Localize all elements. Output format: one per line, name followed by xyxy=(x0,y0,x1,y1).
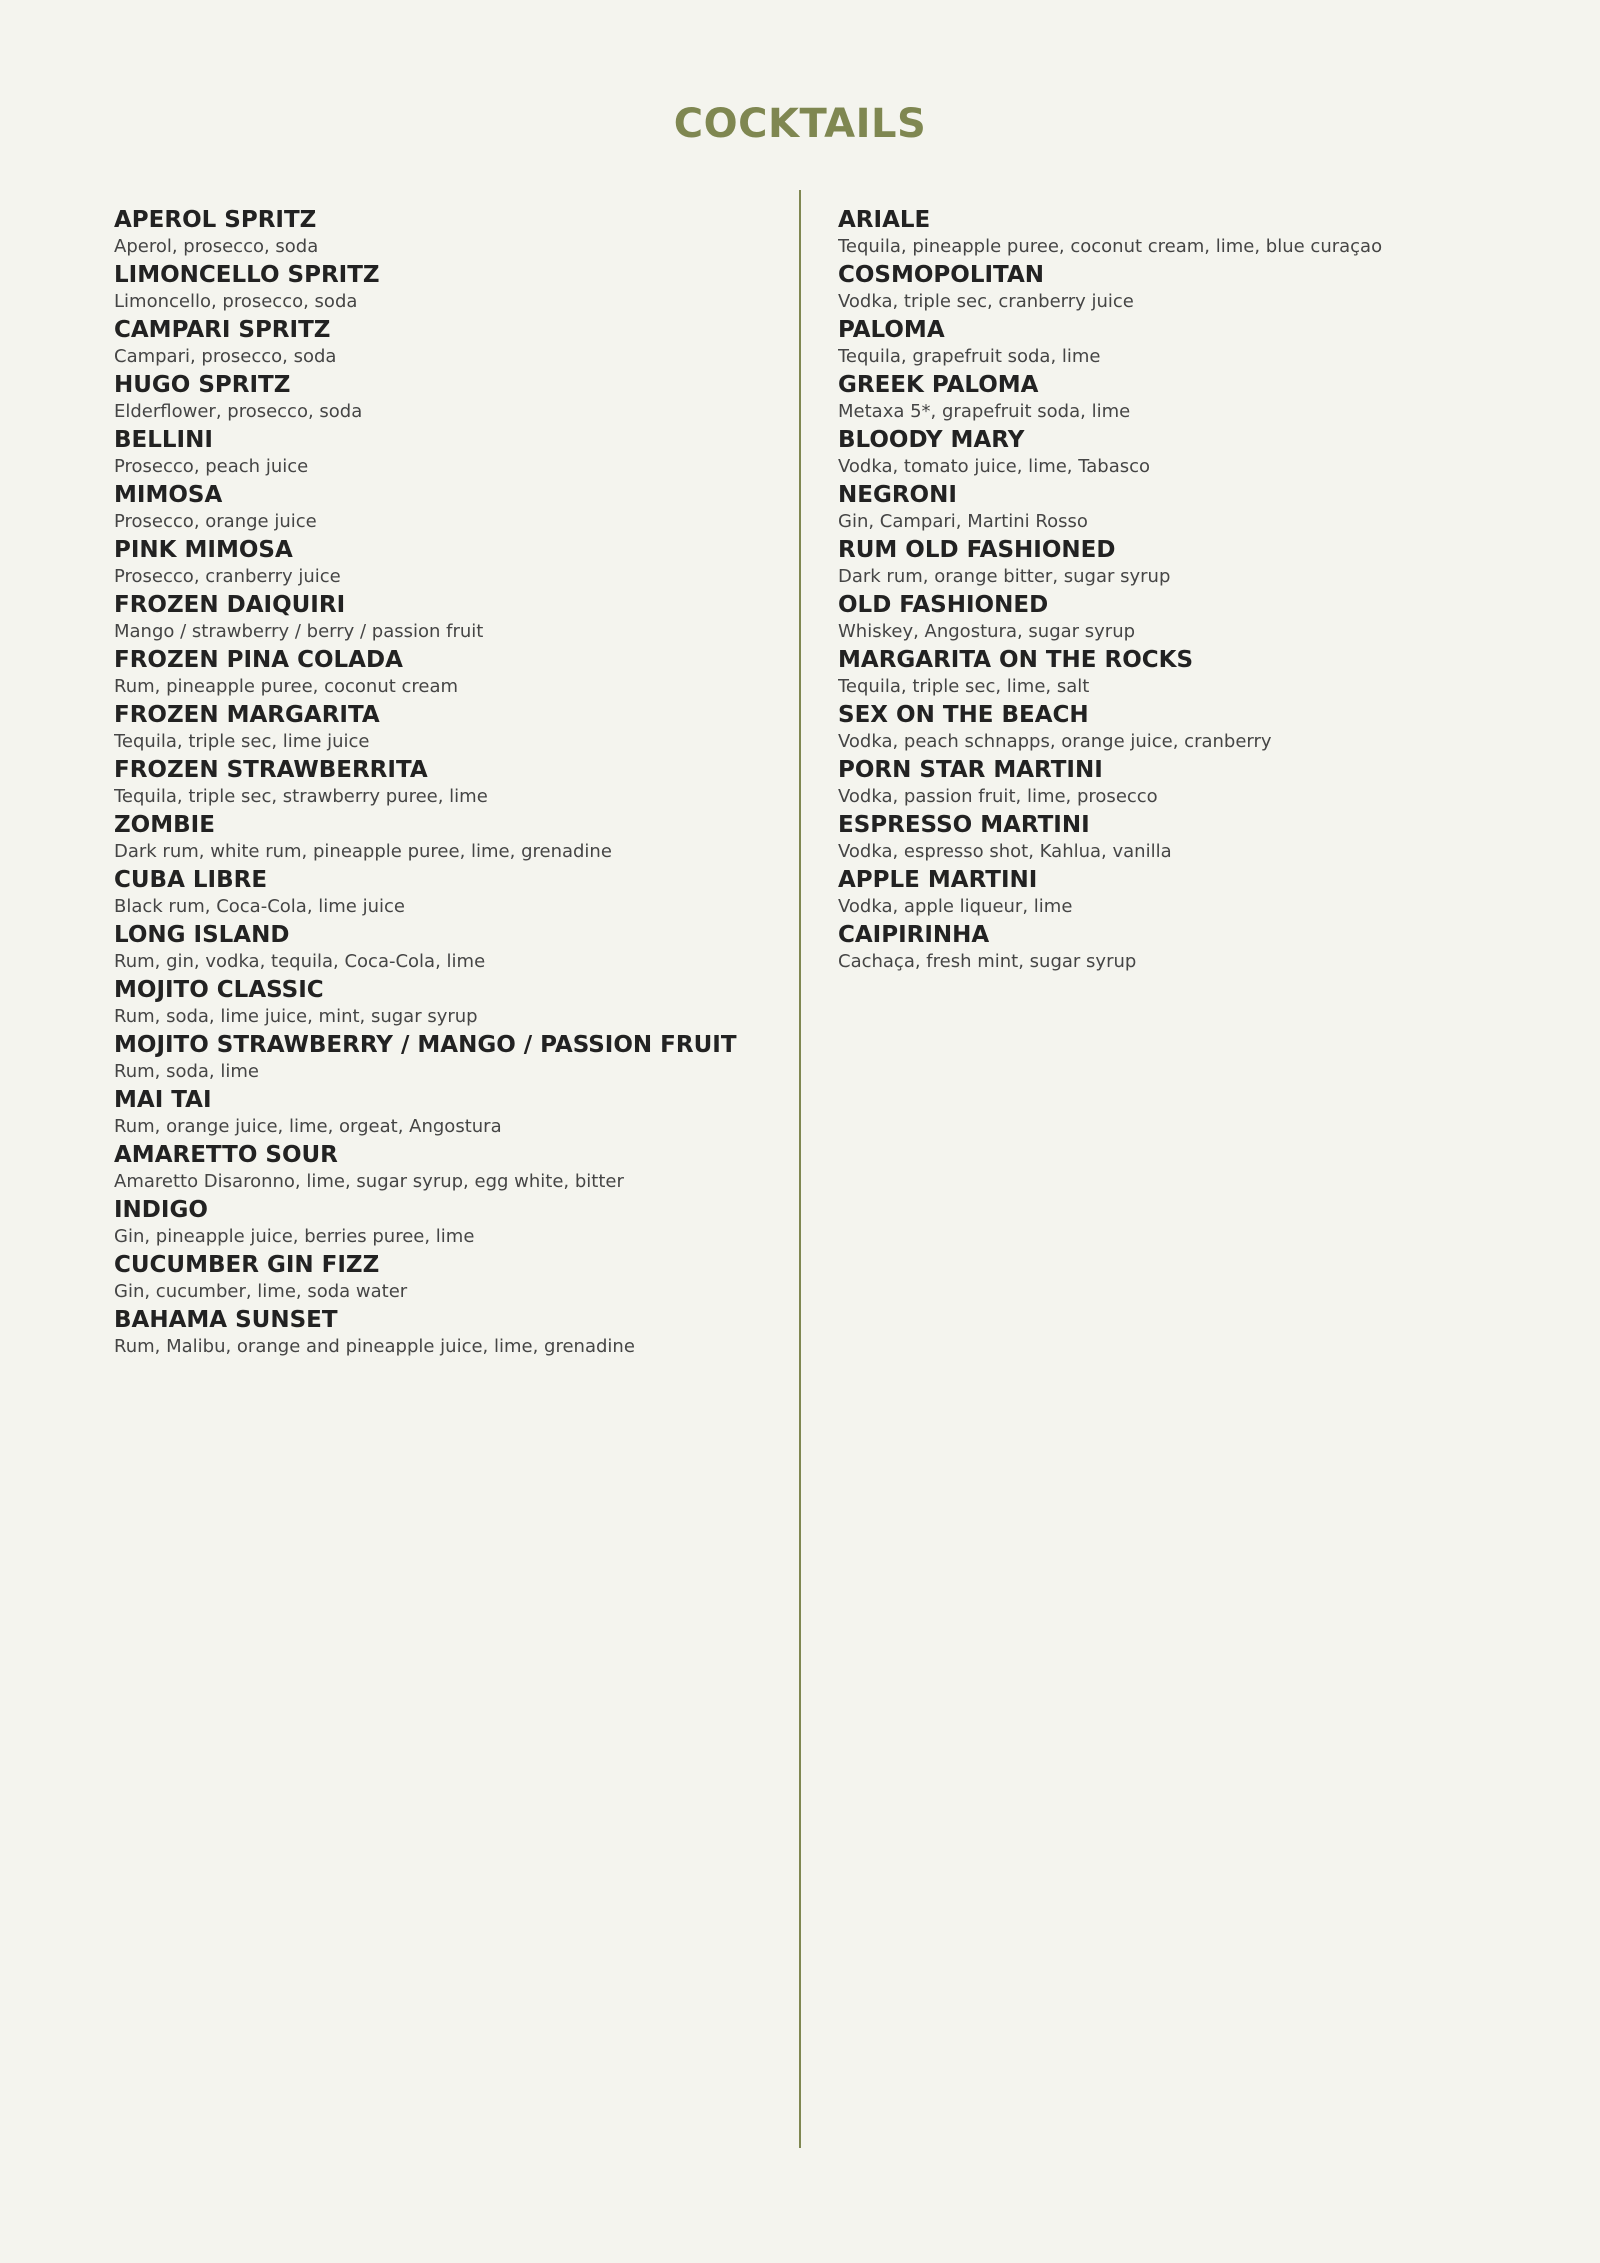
item-name: ARIALE xyxy=(838,207,931,233)
item-name: BLOODY MARY xyxy=(838,427,1025,453)
item-description: Dark rum, white rum, pineapple puree, lime, grenadine xyxy=(114,841,612,862)
item-name: CAMPARI SPRITZ xyxy=(114,317,331,343)
item-description: Tequila, triple sec, lime, salt xyxy=(838,676,1090,697)
item-description: Campari, prosecco, soda xyxy=(114,346,337,367)
page-title: COCKTAILS xyxy=(673,101,927,147)
menu-column-left xyxy=(114,205,784,1360)
item-description: Elderflower, prosecco, soda xyxy=(114,401,363,422)
menu-item xyxy=(114,700,784,755)
menu-item xyxy=(838,920,1578,975)
item-description: Amaretto Disaronno, lime, sugar syrup, egg white, bitter xyxy=(114,1171,624,1192)
item-name: FROZEN DAIQUIRI xyxy=(114,592,346,618)
menu-item xyxy=(114,260,784,315)
item-name: ZOMBIE xyxy=(114,812,215,838)
item-name: CAIPIRINHA xyxy=(838,922,990,948)
item-description: Vodka, peach schnapps, orange juice, cranberry xyxy=(838,731,1272,752)
item-description: Vodka, tomato juice, lime, Tabasco xyxy=(838,456,1151,477)
item-description: Vodka, passion fruit, lime, prosecco xyxy=(838,786,1158,807)
item-name: INDIGO xyxy=(114,1197,208,1223)
column-divider xyxy=(799,190,801,2148)
menu-item xyxy=(838,205,1578,260)
item-name: APEROL SPRITZ xyxy=(114,207,317,233)
menu-item xyxy=(114,205,784,260)
item-description: Cachaça, fresh mint, sugar syrup xyxy=(838,951,1137,972)
menu-item xyxy=(114,370,784,425)
menu-item xyxy=(838,260,1578,315)
menu-item xyxy=(114,590,784,645)
item-description: Rum, gin, vodka, tequila, Coca-Cola, lime xyxy=(114,951,486,972)
item-name: FROZEN PINA COLADA xyxy=(114,647,403,673)
menu-item xyxy=(114,1195,784,1250)
item-description: Tequila, grapefruit soda, lime xyxy=(838,346,1101,367)
item-name: MARGARITA ON THE ROCKS xyxy=(838,647,1194,673)
item-description: Tequila, triple sec, strawberry puree, lime xyxy=(114,786,488,807)
item-name: NEGRONI xyxy=(838,482,957,508)
item-name: APPLE MARTINI xyxy=(838,867,1038,893)
item-description: Rum, orange juice, lime, orgeat, Angostura xyxy=(114,1116,502,1137)
item-description: Vodka, apple liqueur, lime xyxy=(838,896,1073,917)
item-name: OLD FASHIONED xyxy=(838,592,1049,618)
menu-item xyxy=(838,370,1578,425)
menu-item xyxy=(114,920,784,975)
menu-item xyxy=(838,315,1578,370)
item-description: Prosecco, peach juice xyxy=(114,456,309,477)
menu-column-right xyxy=(838,205,1578,975)
item-name: AMARETTO SOUR xyxy=(114,1142,338,1168)
item-description: Limoncello, prosecco, soda xyxy=(114,291,358,312)
item-name: COSMOPOLITAN xyxy=(838,262,1045,288)
item-name: CUBA LIBRE xyxy=(114,867,268,893)
menu-item xyxy=(838,810,1578,865)
item-name: SEX ON THE BEACH xyxy=(838,702,1089,728)
item-description: Metaxa 5*, grapefruit soda, lime xyxy=(838,401,1131,422)
item-name: PINK MIMOSA xyxy=(114,537,293,563)
item-description: Tequila, triple sec, lime juice xyxy=(114,731,370,752)
item-name: FROZEN MARGARITA xyxy=(114,702,380,728)
item-name: LIMONCELLO SPRITZ xyxy=(114,262,380,288)
item-name: ESPRESSO MARTINI xyxy=(838,812,1090,838)
item-description: Mango / strawberry / berry / passion fruit xyxy=(114,621,484,642)
item-description: Prosecco, cranberry juice xyxy=(114,566,341,587)
menu-item xyxy=(114,975,784,1030)
item-description: Vodka, triple sec, cranberry juice xyxy=(838,291,1134,312)
menu-item xyxy=(114,1030,784,1085)
item-name: FROZEN STRAWBERRITA xyxy=(114,757,428,783)
item-description: Tequila, pineapple puree, coconut cream, lime, blue curaçao xyxy=(838,236,1383,257)
menu-item xyxy=(114,865,784,920)
menu-item xyxy=(838,645,1578,700)
item-name: MOJITO STRAWBERRY / MANGO / PASSION FRUIT xyxy=(114,1032,737,1058)
item-name: MIMOSA xyxy=(114,482,223,508)
item-name: HUGO SPRITZ xyxy=(114,372,291,398)
item-description: Whiskey, Angostura, sugar syrup xyxy=(838,621,1136,642)
item-name: RUM OLD FASHIONED xyxy=(838,537,1116,563)
item-description: Rum, soda, lime xyxy=(114,1061,259,1082)
item-description: Prosecco, orange juice xyxy=(114,511,317,532)
menu-item xyxy=(838,590,1578,645)
menu-item xyxy=(114,810,784,865)
item-description: Rum, soda, lime juice, mint, sugar syrup xyxy=(114,1006,478,1027)
menu-item xyxy=(114,645,784,700)
item-name: BAHAMA SUNSET xyxy=(114,1307,338,1333)
item-name: MAI TAI xyxy=(114,1087,212,1113)
menu-item xyxy=(838,755,1578,810)
menu-item xyxy=(838,700,1578,755)
item-name: PALOMA xyxy=(838,317,945,343)
menu-item xyxy=(114,425,784,480)
item-description: Dark rum, orange bitter, sugar syrup xyxy=(838,566,1171,587)
menu-item xyxy=(838,480,1578,535)
menu-item xyxy=(114,1140,784,1195)
item-description: Black rum, Coca-Cola, lime juice xyxy=(114,896,405,917)
item-description: Gin, Campari, Martini Rosso xyxy=(838,511,1088,532)
menu-item xyxy=(114,315,784,370)
item-name: LONG ISLAND xyxy=(114,922,290,948)
menu-item xyxy=(838,865,1578,920)
menu-item xyxy=(838,425,1578,480)
item-name: BELLINI xyxy=(114,427,213,453)
item-description: Aperol, prosecco, soda xyxy=(114,236,319,257)
menu-item xyxy=(114,1305,784,1360)
item-description: Vodka, espresso shot, Kahlua, vanilla xyxy=(838,841,1172,862)
menu-item xyxy=(114,480,784,535)
item-description: Rum, pineapple puree, coconut cream xyxy=(114,676,459,697)
item-name: GREEK PALOMA xyxy=(838,372,1039,398)
item-name: CUCUMBER GIN FIZZ xyxy=(114,1252,380,1278)
item-description: Gin, cucumber, lime, soda water xyxy=(114,1281,408,1302)
menu-item xyxy=(114,535,784,590)
menu-item xyxy=(114,1250,784,1305)
item-description: Gin, pineapple juice, berries puree, lime xyxy=(114,1226,475,1247)
menu-item xyxy=(838,535,1578,590)
item-name: MOJITO CLASSIC xyxy=(114,977,324,1003)
menu-item xyxy=(114,755,784,810)
item-description: Rum, Malibu, orange and pineapple juice, lime, grenadine xyxy=(114,1336,635,1357)
menu-item xyxy=(114,1085,784,1140)
item-name: PORN STAR MARTINI xyxy=(838,757,1103,783)
